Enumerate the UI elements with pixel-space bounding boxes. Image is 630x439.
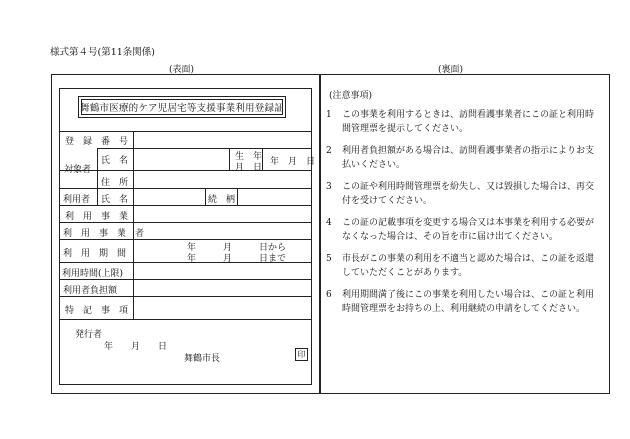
note-item-1 [326,109,602,136]
label-birth-bottom: 月 日 [235,163,263,173]
note-item-2 [326,145,602,172]
rule-1 [59,131,312,132]
notes-heading: (注意事項) [329,91,373,101]
label-registration-number: 登 録 番 号 [65,137,129,147]
note-number: 5 [326,254,332,264]
note-number: 6 [326,290,332,300]
note-text: 市長がこの事業の利用を不適当と認めた場合は、この証を返還していただくことがあります。 [342,254,595,278]
relation-left-divider [205,188,206,205]
note-text: この証や利用時間管理票を紛失し、又は毀損した場合は、再交付を受けてください。 [342,182,595,206]
label-service: 利 用 事 業 [65,212,129,222]
rule-2 [97,148,312,149]
mayor-label: 舞鶴市長 [184,354,221,364]
rule-10 [59,296,312,297]
note-number: 3 [326,182,332,192]
rule-6 [59,222,312,223]
card-title: 舞鶴市医療的ケア児居宅等支援事業利用登録証 [80,103,284,114]
note-number: 2 [326,146,332,156]
birth-date-value: 年 月 日 [270,157,316,167]
back-side-label: (裏面) [438,65,464,75]
relation-right-divider [237,188,238,205]
period-to: 年 月 日まで [187,254,287,264]
label-user-name: 氏 名 [101,195,129,205]
note-item-6 [326,289,602,316]
label-column-divider [133,131,134,319]
rule-11 [59,319,312,320]
note-text: この証の記載事項を変更する場合又は本事業を利用する必要がなくなった場合は、その旨を市に届け出てください。 [342,218,595,242]
note-number: 4 [326,218,332,228]
card-title-inner-border [81,99,283,115]
target-column-divider [97,148,98,188]
note-number: 1 [326,110,332,120]
form-number: 様式第４号(第11条関係) [50,47,156,58]
card-title-box [78,96,286,118]
label-relationship: 続 柄 [208,195,236,205]
label-target-person: 対象者 [64,165,92,175]
label-name: 氏 名 [101,156,129,166]
note-text: この事業を利用するときは、訪問看護事業者にこの証と利用時間管理票を提示してください。 [342,110,595,134]
user-column-divider [97,188,98,205]
front-side-label: (表面) [169,65,195,75]
note-text: 利用期間満了後にこの事業を利用したい場合は、この証と利用時間管理票をお持ちの上、利用継続の申請をしてください。 [342,290,595,314]
note-item-5 [326,253,602,280]
rule-9 [59,279,312,280]
label-hours-limit: 利用時間(上限) [62,269,124,279]
label-user: 利用者 [63,195,91,205]
label-provider: 利 用 事 業 者 [63,229,145,239]
label-period: 利 用 期 間 [63,249,127,259]
birth-right-divider [262,148,263,170]
seal-stamp: 印 [295,348,308,361]
note-item-3 [326,181,602,208]
issue-date: 年 月 日 [104,342,168,352]
label-birth-top: 生 年 [235,152,263,162]
note-text: 利用者負担額がある場合は、訪問看護事業者の指示によりお支払いください。 [342,146,595,170]
rule-5 [59,205,312,206]
birth-left-divider [229,148,230,170]
label-copay: 利用者負担額 [63,286,118,296]
label-remarks: 特 記 事 項 [65,306,129,316]
label-address: 住 所 [101,178,129,188]
note-item-4 [326,217,602,244]
period-from: 年 月 日から [187,243,287,253]
issuer-label: 発行者 [75,330,103,340]
